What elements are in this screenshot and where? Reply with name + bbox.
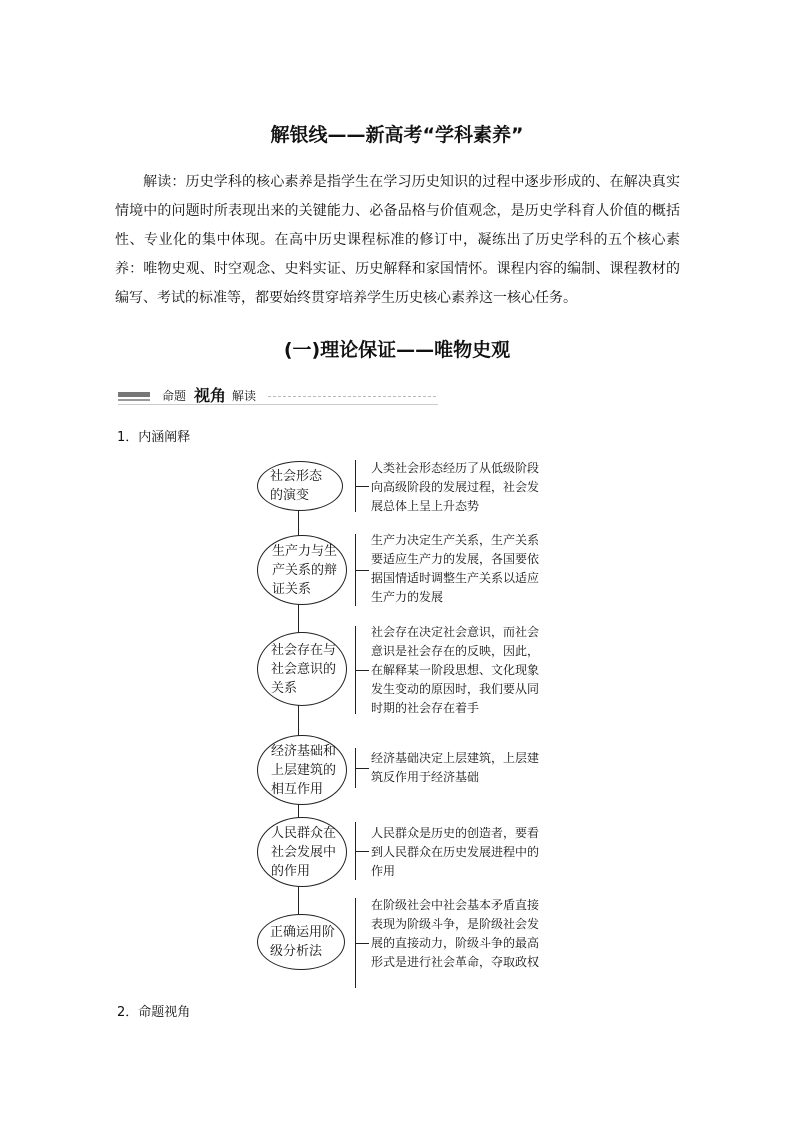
section-title: (一)理论保证——唯物史观	[283, 339, 511, 361]
flow-desc-2: 生产力决定生产关系，生产关系要适应生产力的发展，各国要依据国情适时调整生产关系以适应生产力的发展	[371, 533, 540, 604]
flow-node-6	[257, 914, 345, 970]
heading-connotation: 1．内涵阐释	[117, 430, 191, 445]
flow-bracket-2	[355, 534, 370, 606]
banner-text-3: 解读	[232, 389, 257, 403]
flow-node-5-label: 人民群众在社会发展中的作用	[271, 825, 337, 879]
flow-desc-1: 人类社会形态经历了从低级阶段向高级阶段的发展过程，社会发展总体上呈上升态势	[371, 461, 540, 513]
intro-text: 解读：历史学科的核心素养是指学生在学习历史知识的过程中逐步形成的、在解决真实情境中的问题时所表现出来的关键能力、必备品格与价值观念，是历史学科育人价值的概括性、专业化的集中体现。在高中历史课程标准的修订中，凝练出了历史学科的五个核心素养：唯物史观、时空观念、史料实证、历史解释和家国情怀。课程内容的编制、课程教材的编写、考试的标准等，都要始终贯穿培养学生历史核心素养这一核心任务。	[115, 174, 680, 306]
flow-bracket-6	[355, 898, 370, 988]
banner-rule	[268, 396, 436, 397]
flow-node-3	[257, 632, 347, 706]
flow-node-2-label: 生产力与生产关系的辩证关系	[272, 543, 338, 597]
flow-desc-5: 人民群众是历史的创造者，要看到人民群众在历史发展进程中的作用	[371, 826, 540, 878]
banner-bar-thin	[118, 399, 150, 401]
banner-underline	[118, 404, 438, 405]
flow-node-1	[257, 461, 343, 511]
flow-bracket-4	[355, 748, 370, 788]
flow-node-1-label: 社会形态的演变	[270, 469, 323, 503]
flow-bracket-3	[355, 626, 370, 714]
flow-desc-3: 社会存在决定社会意识，而社会意识是社会存在的反映，因此，在解释某一阶段思想、文化现象发生变动的原因时，我们要从同时期的社会存在着手	[371, 625, 540, 715]
banner-text-2: 视角	[194, 386, 227, 405]
heading-perspective: 2．命题视角	[117, 1005, 191, 1020]
intro-paragraph	[115, 168, 680, 313]
flow-node-2	[257, 535, 347, 605]
flow-node-4	[257, 735, 347, 805]
flow-desc-4: 经济基础决定上层建筑，上层建筑反作用于经济基础	[371, 751, 540, 784]
flow-node-5	[257, 817, 347, 887]
banner-text-1: 命题	[162, 389, 187, 403]
page-title: 解银线——新高考“学科素养”	[270, 124, 524, 146]
banner	[118, 384, 438, 408]
flow-node-3-label: 社会存在与社会意识的关系	[271, 642, 337, 696]
flow-bracket-5	[355, 822, 370, 880]
flow-node-4-label: 经济基础和上层建筑的相互作用	[271, 743, 337, 797]
flow-desc-6: 在阶级社会中社会基本矛盾直接表现为阶级斗争，是阶级社会发展的直接动力，阶级斗争的最高形式是进行社会革命，夺取政权	[371, 898, 540, 969]
flow-node-6-label: 正确运用阶级分析法	[270, 925, 336, 959]
banner-bar	[118, 392, 150, 397]
flow-bracket-1	[355, 460, 370, 512]
